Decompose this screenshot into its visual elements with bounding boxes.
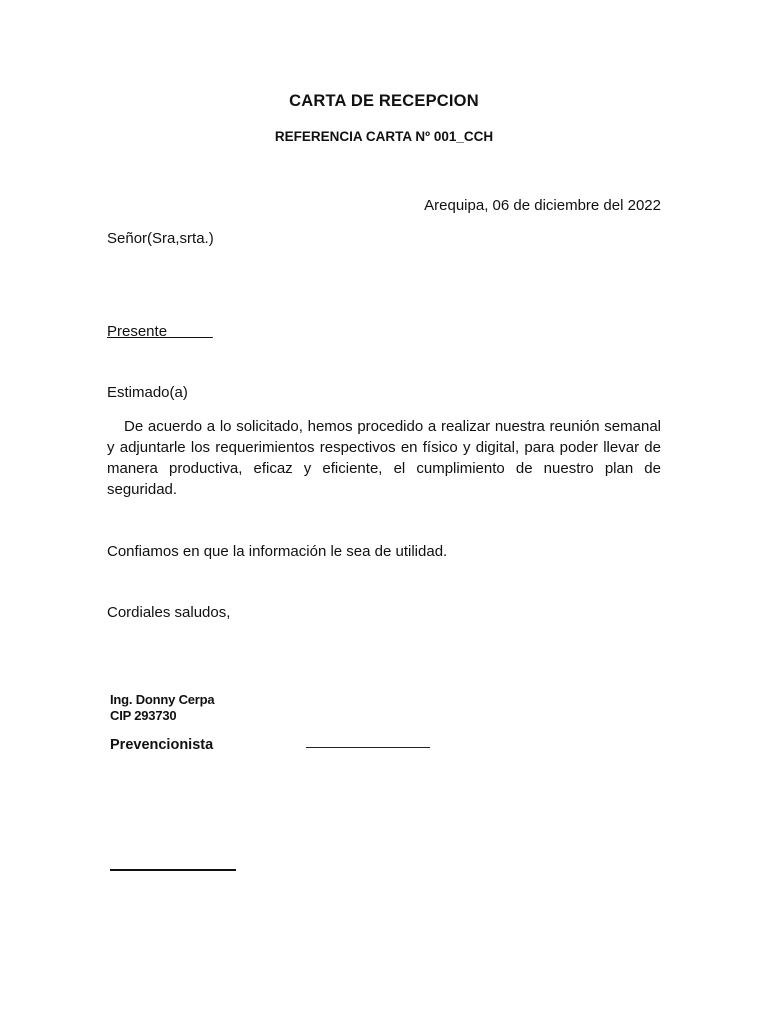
letter-reference: REFERENCIA CARTA Nº 001_CCH [274, 129, 494, 144]
letter-presente: Presente [107, 323, 213, 340]
signer-cip: CIP 293730 [110, 708, 177, 723]
letter-body: De acuerdo a lo solicitado, hemos procedido a realizar nuestra reunión semanal y adjuntarle los requerimientos respectivos en físico y digital, para poder llevar de manera productiva, eficaz y eficiente, el cumplimiento de nuestro plan de seguridad. [107, 418, 661, 498]
letter-salutation: Señor(Sra,srta.) [107, 230, 214, 247]
letter-closing: Cordiales saludos, [107, 604, 231, 621]
signer-role: Prevencionista [110, 737, 214, 753]
letter-confidence-line: Confiamos en que la información le sea de utilidad. [107, 543, 448, 560]
letter-title: CARTA DE RECEPCION [289, 92, 479, 110]
letter-greeting: Estimado(a) [107, 384, 188, 401]
signature-line-bottom [110, 869, 236, 871]
signer-name: Ing. Donny Cerpa [110, 692, 215, 707]
signature-line [306, 747, 430, 748]
letter-date: Arequipa, 06 de diciembre del 2022 [424, 197, 661, 214]
